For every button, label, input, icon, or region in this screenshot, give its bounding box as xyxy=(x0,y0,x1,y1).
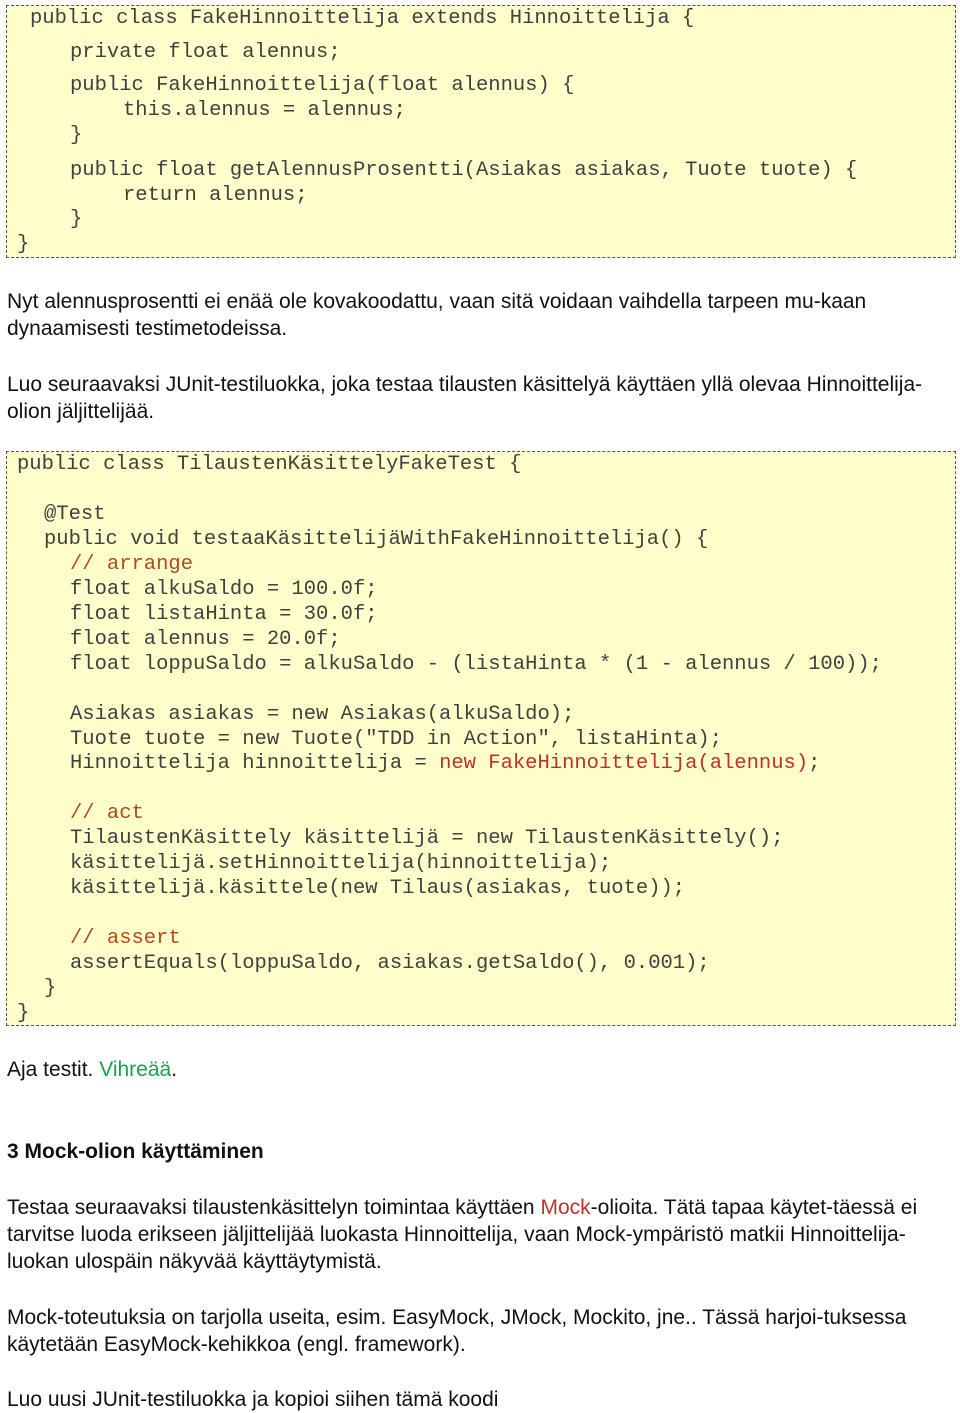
code-line: Tuote tuote = new Tuote("TDD in Action", listaHinta); xyxy=(70,728,723,751)
code-line: @Test xyxy=(44,503,106,526)
code-line: käsittelijä.setHinnoittelija(hinnoittelija); xyxy=(70,852,612,875)
code-line: float alennus = 20.0f; xyxy=(70,628,341,651)
code-line: float alkuSaldo = 100.0f; xyxy=(70,578,378,601)
mock-intro-rest: -olioita. Tätä tapaa käytet-täessä ei tarvitse luoda erikseen jäljittelijää luokasta Hinnoittelija, vaan Mock-ympäristö matkii Hinnoittelija-luokan ulospäin näkyvää käyttäytymistä. xyxy=(7,1196,918,1273)
paragraph-copy-code: Luo uusi JUnit-testiluokka ja kopioi siihen tämä koodi xyxy=(7,1388,499,1411)
code-line: public float getAlennusProsentti(Asiakas asiakas, Tuote tuote) { xyxy=(70,159,858,182)
run-tests-line xyxy=(7,1056,951,1083)
section-heading: 3 Mock-olion käyttäminen xyxy=(7,1140,264,1163)
paragraph-luo-testiluokka: Luo seuraavaksi JUnit-testiluokka, joka testaa tilausten käsittelyä käyttäen yllä olevaa Hinnoittelija-olion jäljittelijää. xyxy=(7,373,923,423)
code-line: public class FakeHinnoittelija extends Hinnoittelija { xyxy=(30,7,695,30)
code-line: käsittelijä.käsittele(new Tilaus(asiakas, tuote)); xyxy=(70,877,686,900)
mock-intro-text: Testaa seuraavaksi tilaustenkäsittelyn toimintaa käyttäen xyxy=(7,1196,541,1219)
code-comment: // arrange xyxy=(70,553,194,576)
code-highlight: new FakeHinnoittelija(alennus) xyxy=(439,752,809,775)
code-line: float loppuSaldo = alkuSaldo - (listaHinta * (1 - alennus / 100)); xyxy=(70,653,882,676)
paragraph-mock-intro xyxy=(7,1194,951,1275)
code-line: private float alennus; xyxy=(70,41,341,64)
code-line: public class TilaustenKäsittelyFakeTest { xyxy=(17,453,522,476)
code-text: Hinnoittelija hinnoittelija = xyxy=(70,752,440,775)
code-comment: // assert xyxy=(70,927,181,950)
code-line: TilaustenKäsittely käsittelijä = new TilaustenKäsittely(); xyxy=(70,827,784,850)
paragraph-alennusprosentti: Nyt alennusprosentti ei enää ole kovakoodattu, vaan sitä voidaan vaihdella tarpeen mu-kaan dynaamisesti testimetodeissa. xyxy=(7,290,867,340)
code-line xyxy=(70,751,820,776)
code-line: this.alennus = alennus; xyxy=(123,99,406,122)
code-line: } xyxy=(70,124,83,147)
code-line: return alennus; xyxy=(123,184,308,207)
code-text: ; xyxy=(808,752,821,775)
code-line: } xyxy=(17,1002,30,1025)
mock-word: Mock xyxy=(540,1196,591,1219)
code-line: public void testaaKäsittelijäWithFakeHinnoittelija() { xyxy=(44,528,709,551)
run-tests-suffix: . xyxy=(171,1058,178,1081)
code-line: Asiakas asiakas = new Asiakas(alkuSaldo); xyxy=(70,703,575,726)
code-line: float listaHinta = 30.0f; xyxy=(70,603,378,626)
code-line: } xyxy=(70,208,83,231)
code-line: assertEquals(loppuSaldo, asiakas.getSaldo(), 0.001); xyxy=(70,952,710,975)
code-comment: // act xyxy=(70,802,144,825)
code-line: } xyxy=(17,233,30,256)
result-green: Vihreää xyxy=(99,1058,172,1081)
code-line: public FakeHinnoittelija(float alennus) { xyxy=(70,74,575,97)
code-line: } xyxy=(44,977,57,1000)
run-tests-text: Aja testit. xyxy=(7,1058,100,1081)
paragraph-mock-frameworks: Mock-toteutuksia on tarjolla useita, esim. EasyMock, JMock, Mockito, jne.. Tässä harjoi-tuksessa käytetään EasyMock-kehikkoa (engl. framework). xyxy=(7,1306,907,1356)
